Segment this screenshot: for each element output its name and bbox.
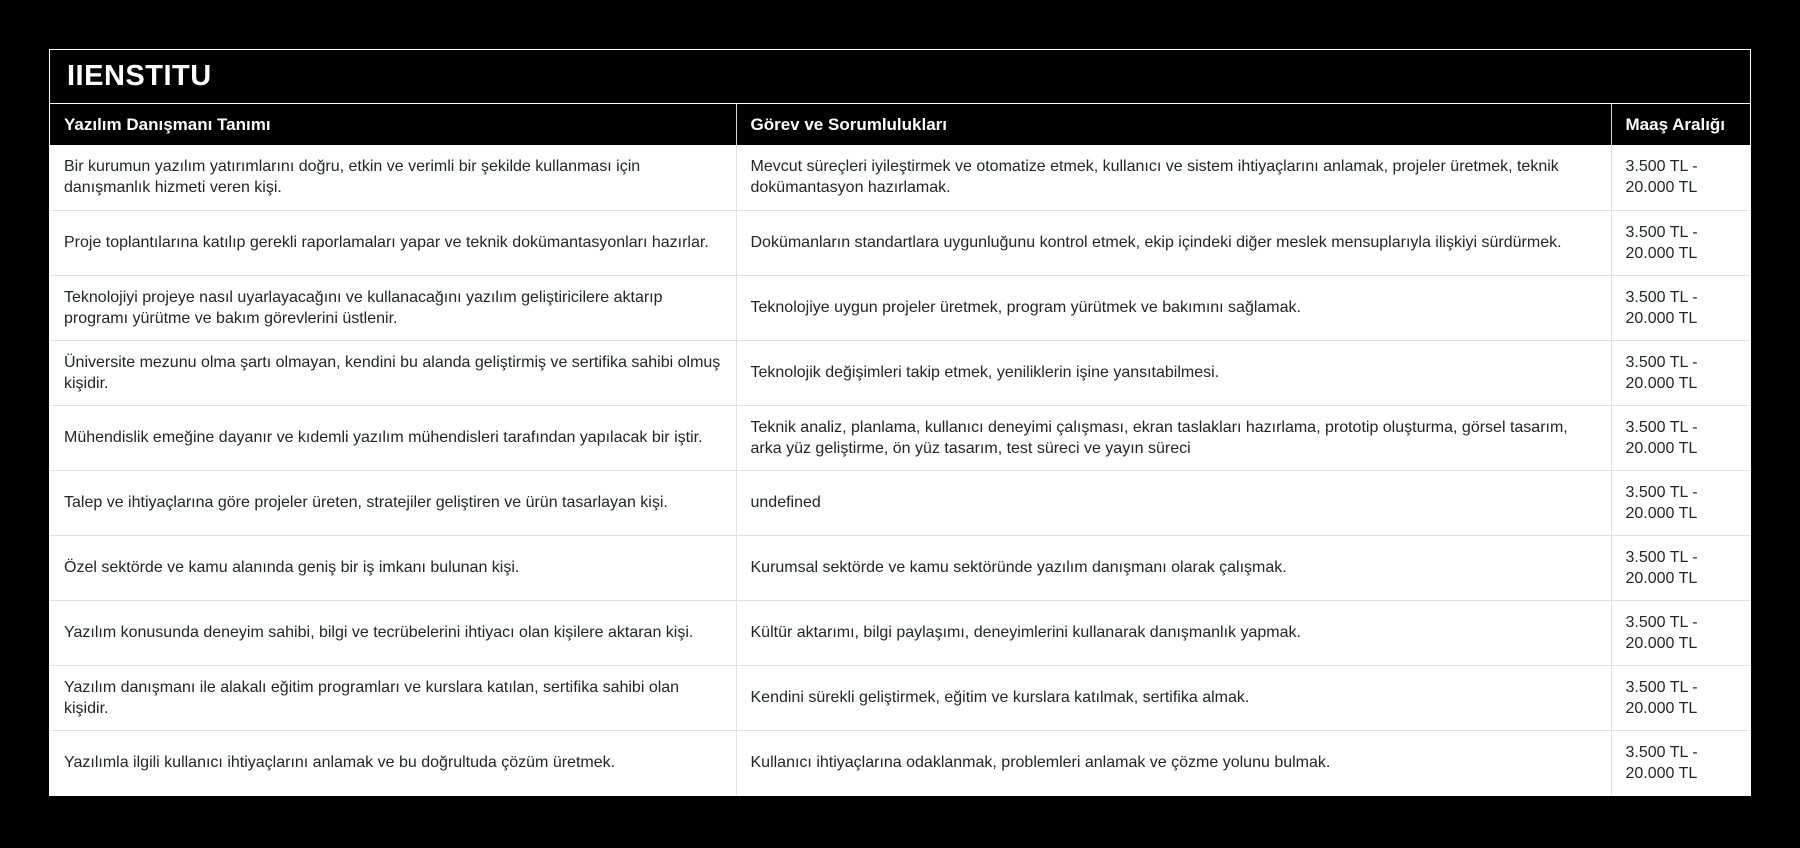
table-row — [50, 275, 1750, 340]
definition-cell: Yazılımla ilgili kullanıcı ihtiyaçlarını anlamak ve bu doğrultuda çözüm üretmek. — [50, 730, 736, 795]
definition-cell: Üniversite mezunu olma şartı olmayan, kendini bu alanda geliştirmiş ve sertifika sahibi olmuş kişidir. — [50, 340, 736, 405]
duties-cell: Kendini sürekli geliştirmek, eğitim ve kurslara katılmak, sertifika almak. — [736, 665, 1611, 730]
column-header-salary: Maaş Aralığı — [1611, 104, 1750, 145]
salary-cell: 3.500 TL - 20.000 TL — [1611, 210, 1750, 275]
duties-cell: Teknik analiz, planlama, kullanıcı deneyimi çalışması, ekran taslakları hazırlama, prototip oluşturma, görsel tasarım, arka yüz geliştirme, ön yüz tasarım, test süreci ve yayın süreci — [736, 405, 1611, 470]
duties-cell: Kurumsal sektörde ve kamu sektöründe yazılım danışmanı olarak çalışmak. — [736, 535, 1611, 600]
table-row — [50, 210, 1750, 275]
table-header-row — [50, 104, 1750, 145]
content-frame — [49, 49, 1751, 796]
definition-cell: Mühendislik emeğine dayanır ve kıdemli yazılım mühendisleri tarafından yapılacak bir iştir. — [50, 405, 736, 470]
salary-cell: 3.500 TL - 20.000 TL — [1611, 275, 1750, 340]
salary-cell: 3.500 TL - 20.000 TL — [1611, 145, 1750, 210]
duties-cell: Teknolojiye uygun projeler üretmek, program yürütmek ve bakımını sağlamak. — [736, 275, 1611, 340]
duties-cell: Mevcut süreçleri iyileştirmek ve otomatize etmek, kullanıcı ve sistem ihtiyaçlarını anlamak, projeler üretmek, teknik dokümantasyon hazırlamak. — [736, 145, 1611, 210]
salary-cell: 3.500 TL - 20.000 TL — [1611, 730, 1750, 795]
table-row — [50, 145, 1750, 210]
table-row — [50, 535, 1750, 600]
column-header-definition: Yazılım Danışmanı Tanımı — [50, 104, 736, 145]
salary-cell: 3.500 TL - 20.000 TL — [1611, 600, 1750, 665]
brand-bar — [50, 50, 1750, 104]
salary-cell: 3.500 TL - 20.000 TL — [1611, 340, 1750, 405]
definition-cell: Teknolojiyi projeye nasıl uyarlayacağını ve kullanacağını yazılım geliştiricilere aktarıp programı yürütme ve bakım görevlerini üstlenir. — [50, 275, 736, 340]
salary-cell: 3.500 TL - 20.000 TL — [1611, 535, 1750, 600]
definition-cell: Özel sektörde ve kamu alanında geniş bir iş imkanı bulunan kişi. — [50, 535, 736, 600]
duties-cell: Teknolojik değişimleri takip etmek, yeniliklerin işine yansıtabilmesi. — [736, 340, 1611, 405]
brand-title: IIENSTITU — [67, 60, 212, 92]
duties-cell: undefined — [736, 470, 1611, 535]
table-row — [50, 340, 1750, 405]
table-row — [50, 730, 1750, 795]
table-row — [50, 600, 1750, 665]
table-row — [50, 405, 1750, 470]
definition-cell: Talep ve ihtiyaçlarına göre projeler üreten, stratejiler geliştiren ve ürün tasarlayan kişi. — [50, 470, 736, 535]
salary-cell: 3.500 TL - 20.000 TL — [1611, 470, 1750, 535]
column-header-duties: Görev ve Sorumlulukları — [736, 104, 1611, 145]
salary-cell: 3.500 TL - 20.000 TL — [1611, 405, 1750, 470]
table-row — [50, 665, 1750, 730]
table-row — [50, 470, 1750, 535]
definition-cell: Yazılım konusunda deneyim sahibi, bilgi ve tecrübelerini ihtiyacı olan kişilere aktaran kişi. — [50, 600, 736, 665]
table-body — [50, 145, 1750, 795]
definition-cell: Bir kurumun yazılım yatırımlarını doğru, etkin ve verimli bir şekilde kullanması için danışmanlık hizmeti veren kişi. — [64, 158, 641, 197]
duties-cell: Dokümanların standartlara uygunluğunu kontrol etmek, ekip içindeki diğer meslek mensuplarıyla ilişkiyi sürdürmek. — [736, 210, 1611, 275]
duties-cell: Kullanıcı ihtiyaçlarına odaklanmak, problemleri anlamak ve çözme yolunu bulmak. — [736, 730, 1611, 795]
job-definition-table — [50, 104, 1750, 795]
salary-cell: 3.500 TL - 20.000 TL — [1611, 665, 1750, 730]
duties-cell: Kültür aktarımı, bilgi paylaşımı, deneyimlerini kullanarak danışmanlık yapmak. — [736, 600, 1611, 665]
definition-cell: Proje toplantılarına katılıp gerekli raporlamaları yapar ve teknik dokümantasyonları hazırlar. — [50, 210, 736, 275]
definition-cell: Yazılım danışmanı ile alakalı eğitim programları ve kurslara katılan, sertifika sahibi olan kişidir. — [50, 665, 736, 730]
